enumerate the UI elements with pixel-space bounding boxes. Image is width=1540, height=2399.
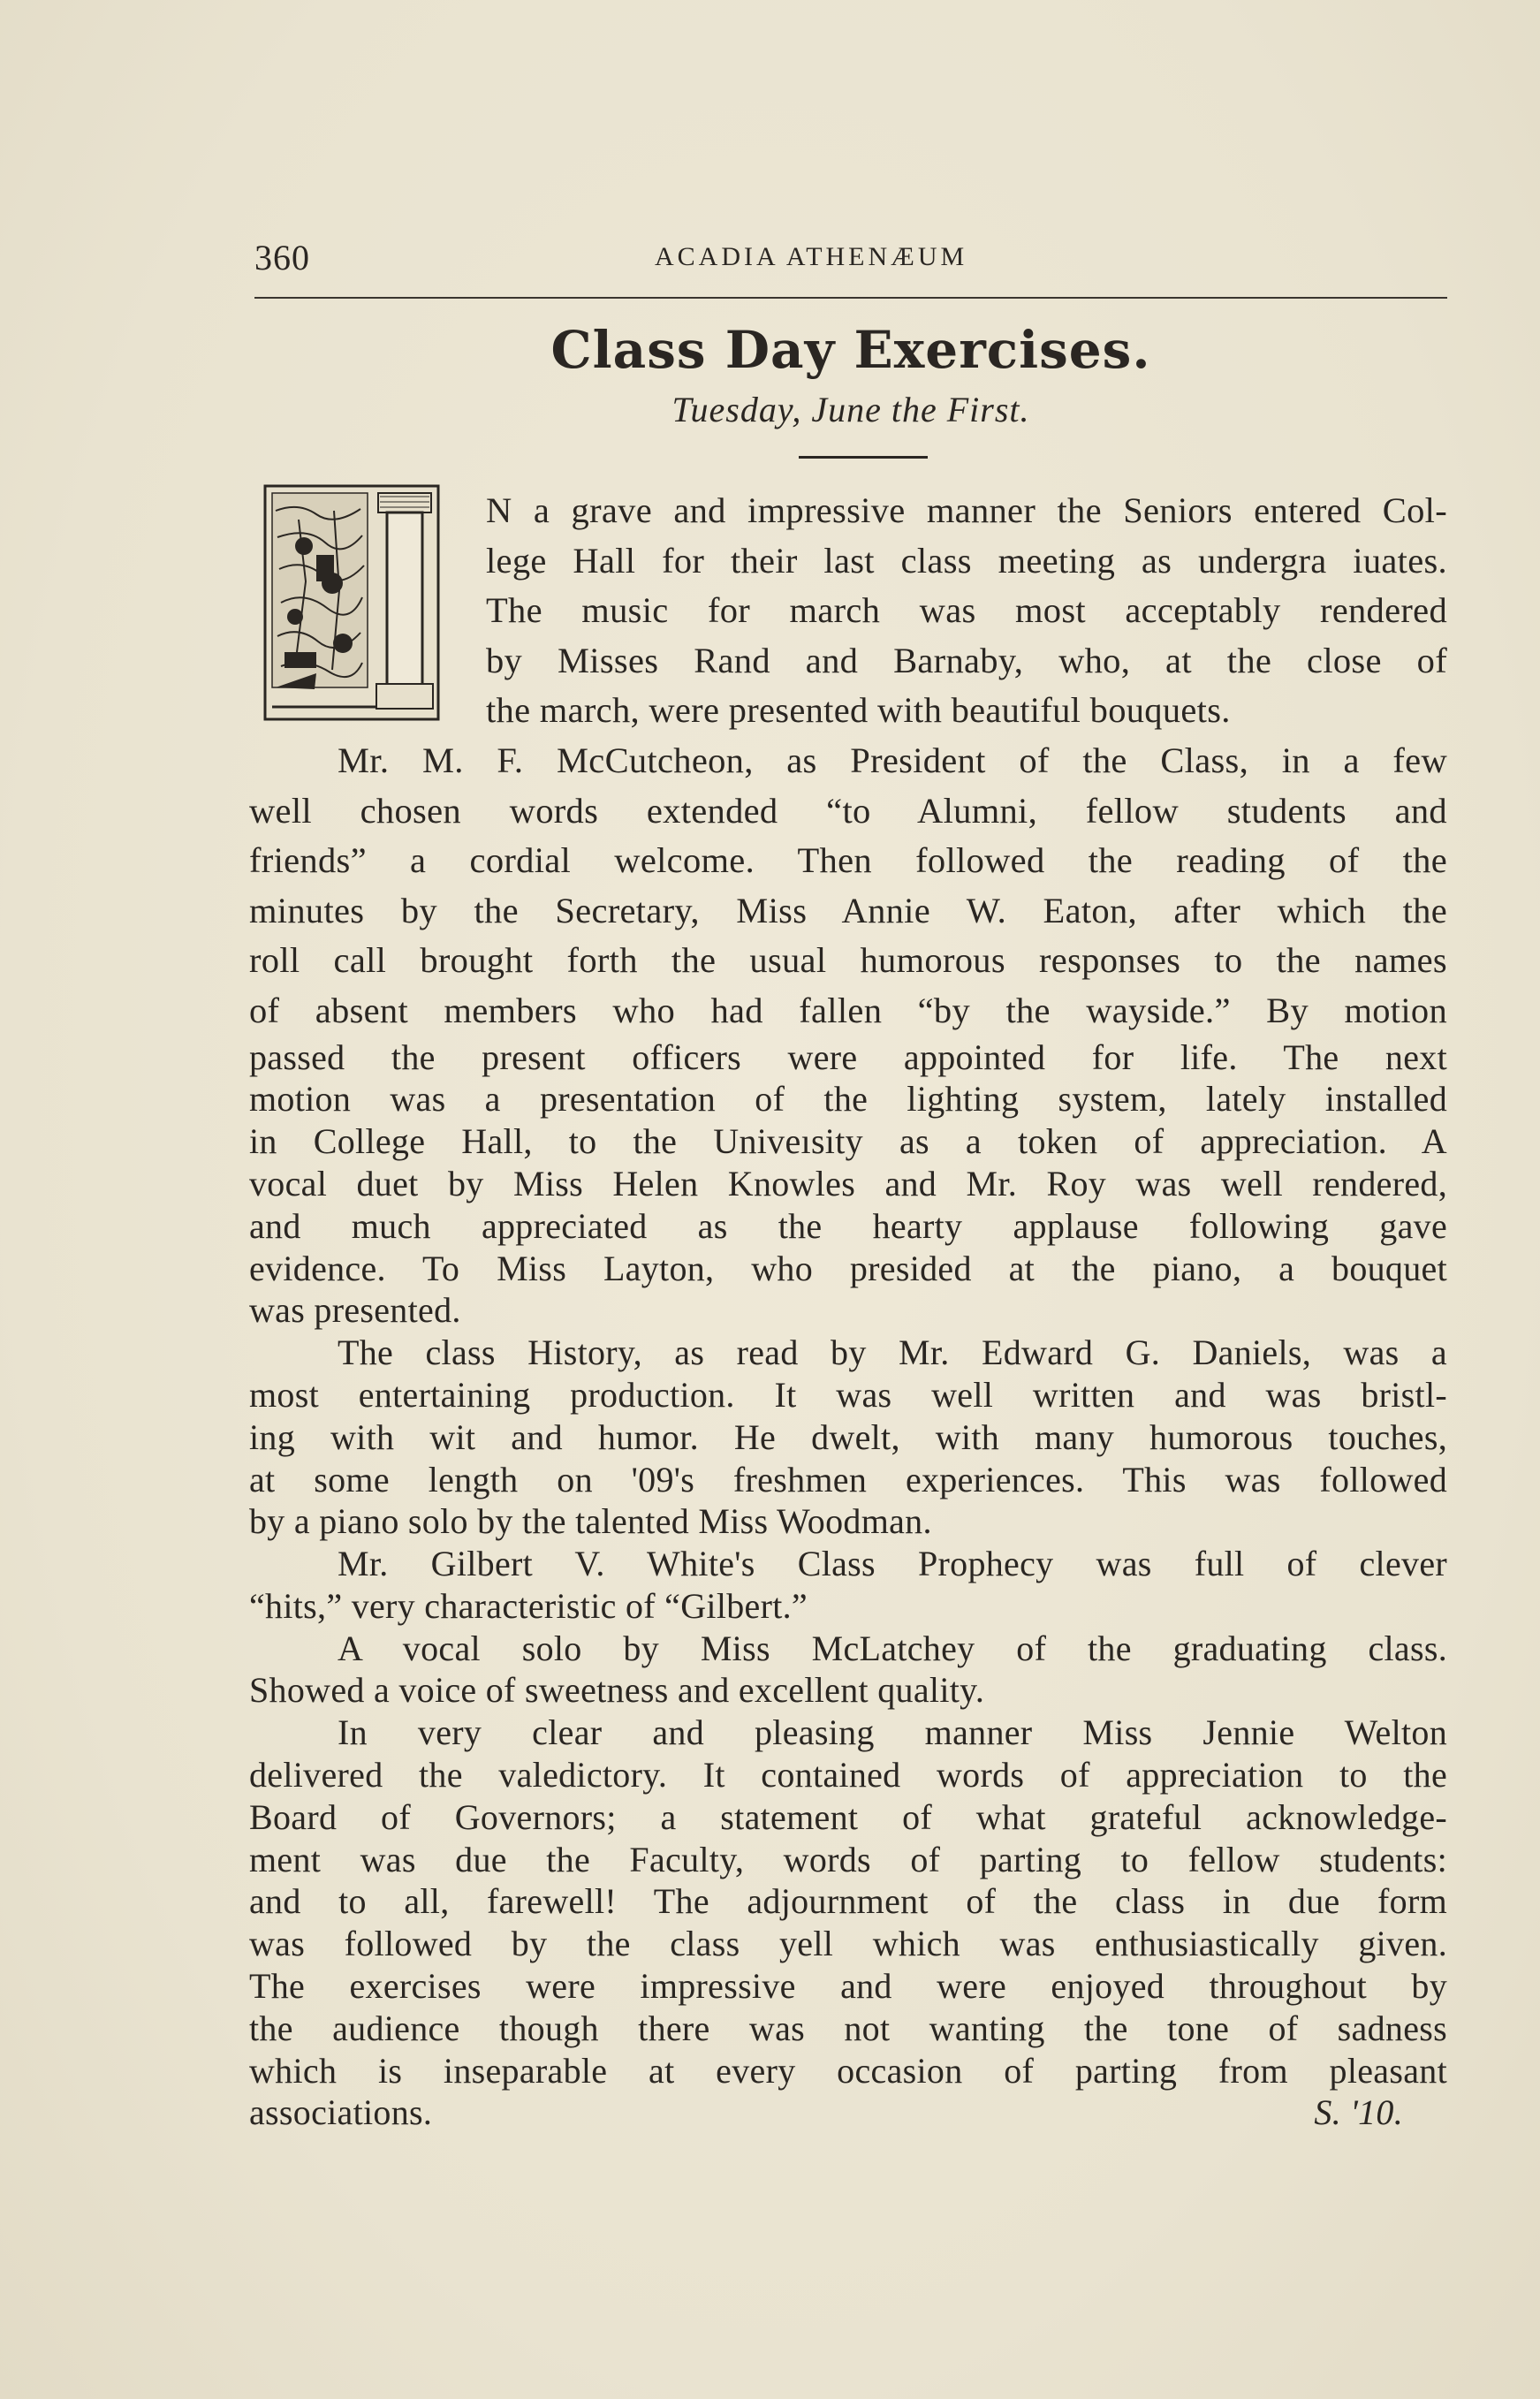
header-rule (254, 297, 1447, 299)
article-body (249, 486, 1447, 2134)
body-line: in College Hall, to the Univeısity as a token of appreciation. A (249, 1121, 1447, 1162)
body-line: lege Hall for their last class meeting as undergra iuates. (486, 540, 1447, 581)
body-line: the audience though there was not wanting the tone of sadness (249, 2008, 1447, 2048)
body-line: ing with wit and humor. He dwelt, with many humorous touches, (249, 1416, 1447, 1457)
body-line: associations. (249, 2092, 433, 2133)
body-line: at some length on '09's freshmen experiences. This was followed (249, 1459, 1447, 1499)
body-line: most entertaining production. It was well written and was bristl- (249, 1374, 1447, 1415)
body-line: by a piano solo by the talented Miss Woodman. (249, 1501, 932, 1542)
body-line: Mr. M. F. McCutcheon, as President of the Class, in a few (338, 740, 1447, 780)
body-line: and to all, farewell! The adjournment of the class in due form (249, 1881, 1447, 1922)
article-title: Class Day Exercises. (550, 320, 1151, 380)
journal-title: ACADIA ATHENÆUM (655, 242, 968, 271)
body-line: The exercises were impressive and were enjoyed throughout by (249, 1966, 1447, 2007)
article-date: Tuesday, June the First. (671, 390, 1030, 429)
body-line: by Misses Rand and Barnaby, who, at the close of (486, 640, 1447, 680)
body-line: A vocal solo by Miss McLatchey of the graduating class. (338, 1628, 1447, 1668)
body-line: roll call brought forth the usual humorous responses to the names (249, 940, 1447, 981)
body-line-final (249, 2092, 1447, 2134)
body-line: well chosen words extended “to Alumni, fellow students and (249, 790, 1447, 831)
title-rule (799, 456, 928, 459)
body-line: minutes by the Secretary, Miss Annie W. Eaton, after which the (249, 890, 1447, 930)
body-line: Board of Governors; a statement of what grateful acknowledge- (249, 1796, 1447, 1837)
body-line: friends” a cordial welcome. Then followed the reading of the (249, 840, 1447, 881)
body-line: N a grave and impressive manner the Seniors entered Col- (486, 490, 1447, 530)
body-line: was presented. (249, 1290, 461, 1331)
body-line: The music for march was most acceptably rendered (486, 590, 1447, 631)
body-line: which is inseparable at every occasion of parting from pleasant (249, 2050, 1447, 2091)
body-line: vocal duet by Miss Helen Knowles and Mr. Roy was well rendered, (249, 1163, 1447, 1203)
body-line: “hits,” very characteristic of “Gilbert.” (249, 1585, 808, 1626)
body-line: The class History, as read by Mr. Edward G. Daniels, was a (338, 1332, 1447, 1373)
body-line: Showed a voice of sweetness and excellent quality. (249, 1670, 985, 1711)
body-line: Mr. Gilbert V. White's Class Prophecy was full of clever (338, 1544, 1447, 1584)
body-line: was followed by the class yell which was enthusiastically given. (249, 1924, 1447, 1964)
body-line: motion was a presentation of the lighting system, lately installed (249, 1079, 1447, 1120)
body-line: and much appreciated as the hearty applause following gave (249, 1205, 1447, 1246)
body-line: delivered the valedictory. It contained words of appreciation to the (249, 1755, 1447, 1795)
running-head (254, 237, 1447, 281)
body-line: passed the present officers were appointed for life. The next (249, 1036, 1447, 1077)
body-line: of absent members who had fallen “by the wayside.” By motion (249, 990, 1447, 1030)
body-line: In very clear and pleasing manner Miss Jennie Welton (338, 1712, 1447, 1753)
body-line: the march, were presented with beautiful bouquets. (486, 690, 1231, 731)
body-line: evidence. To Miss Layton, who presided at the piano, a bouquet (249, 1248, 1447, 1288)
page-number: 360 (254, 238, 310, 277)
body-line: ment was due the Faculty, words of parting to fellow students: (249, 1839, 1447, 1879)
article-signature: S. '10. (1314, 2092, 1403, 2133)
